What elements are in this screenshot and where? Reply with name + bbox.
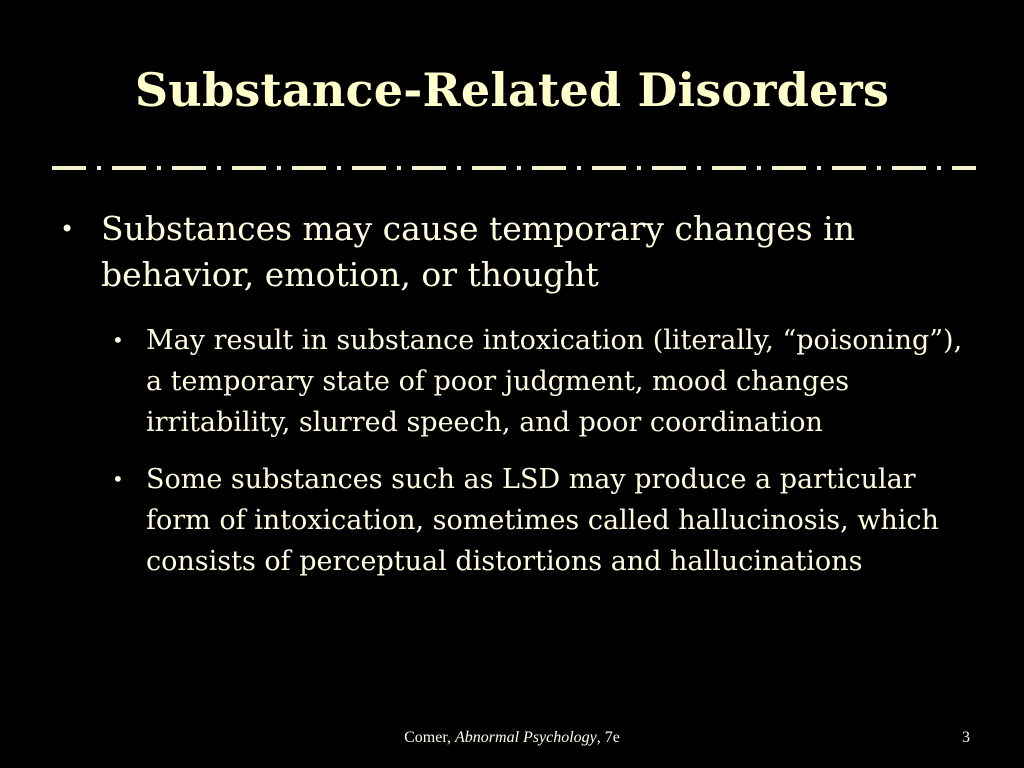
footer-book-title: Abnormal Psychology bbox=[455, 729, 597, 746]
footer-edition: , 7e bbox=[596, 729, 620, 746]
bullet-item-level2 bbox=[56, 459, 976, 582]
bullet-dot-icon: • bbox=[112, 328, 124, 352]
footer-author: Comer, bbox=[404, 729, 456, 746]
footer-citation bbox=[0, 726, 1024, 750]
bullet-text: Substances may cause temporary changes in behavior, emotion, or thought bbox=[101, 209, 855, 294]
subbullet-text: Some substances such as LSD may produce a particular form of intoxication, sometimes called hallucinosis, which consists of perceptual distortions and hallucinations bbox=[146, 464, 939, 577]
slide-title: Substance-Related Disorders bbox=[134, 63, 890, 117]
bullet-list bbox=[56, 206, 976, 598]
page-number: 3 bbox=[962, 729, 970, 746]
decorative-divider bbox=[52, 160, 976, 176]
bullet-item-level1 bbox=[56, 206, 976, 298]
bullet-dot-icon: • bbox=[112, 467, 124, 491]
subbullet-text: May result in substance intoxication (literally, “poisoning”), a temporary state of poor judgment, mood changes irritability, slurred speech, and poor coordination bbox=[146, 325, 963, 438]
bullet-dot-icon: • bbox=[60, 215, 75, 243]
bullet-item-level2 bbox=[56, 320, 976, 443]
